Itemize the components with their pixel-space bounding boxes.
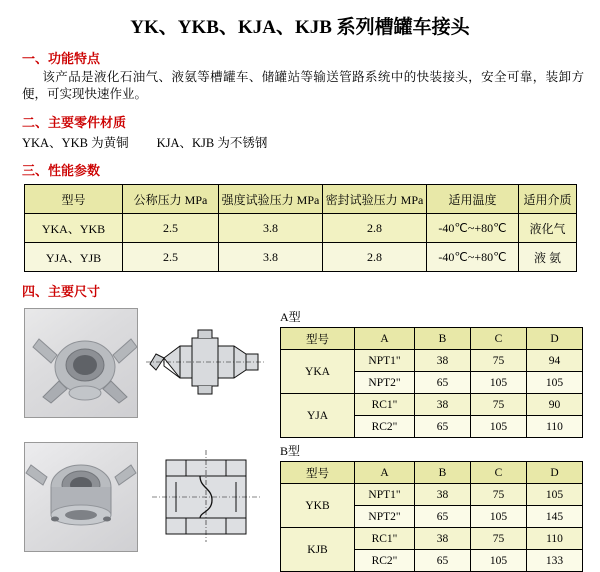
dim-b-r1-c2: 65: [415, 506, 471, 528]
perf-col-1: 公称压力 MPa: [123, 185, 219, 214]
dim-a-r3-c3: 105: [471, 416, 527, 438]
dim-b-r0-c2: 38: [415, 484, 471, 506]
dim-a-r3-c4: 110: [527, 416, 583, 438]
perf-col-3: 密封试验压力 MPa: [323, 185, 427, 214]
product-photo-a: [24, 308, 138, 418]
dim-a-r2-c3: 75: [471, 394, 527, 416]
dim-a-r3-c1: RC2": [355, 416, 415, 438]
dim-b-r3-c2: 65: [415, 550, 471, 572]
dimension-table-a: [280, 327, 583, 438]
dim-b-r2-c1: RC1": [355, 528, 415, 550]
features-paragraph: [22, 69, 584, 103]
document-page: [0, 12, 600, 567]
performance-table: [24, 184, 577, 272]
product-photo-b: [24, 442, 138, 552]
features-text: 该产品是液化石油气、液氨等槽罐车、储罐站等输送管路系统中的快装接头，安全可靠，装卸方便，可实现快速作业。: [22, 70, 584, 101]
dimension-table-b: [280, 461, 583, 572]
dim-b-col-2: B: [415, 462, 471, 484]
dim-b-col-0: 型号: [281, 462, 355, 484]
dim-a-r3-c2: 65: [415, 416, 471, 438]
dim-b-col-4: D: [527, 462, 583, 484]
perf-r1-c0: YJA、YJB: [25, 243, 123, 272]
perf-r0-c1: 2.5: [123, 214, 219, 243]
perf-r0-c2: 3.8: [219, 214, 323, 243]
perf-col-0: 型号: [25, 185, 123, 214]
dim-b-col-3: C: [471, 462, 527, 484]
perf-r1-c5: 液 氨: [519, 243, 577, 272]
material-right: KJA、KJB 为不锈钢: [156, 136, 268, 150]
perf-col-5: 适用介质: [519, 185, 577, 214]
dim-a-r2-c4: 90: [527, 394, 583, 416]
dim-b-r3-c1: RC2": [355, 550, 415, 572]
dim-b-r0-model: YKB: [281, 484, 355, 528]
dim-a-r1-c4: 105: [527, 372, 583, 394]
dim-a-r0-c1: NPT1": [355, 350, 415, 372]
technical-drawing-b: [142, 442, 270, 550]
perf-col-2: 强度试验压力 MPa: [219, 185, 323, 214]
perf-r1-c2: 3.8: [219, 243, 323, 272]
dim-a-r2-c1: RC1": [355, 394, 415, 416]
table-row: [281, 484, 583, 506]
section-heading-material: 二、主要零件材质: [22, 115, 127, 130]
dimension-table-block-a: [280, 308, 600, 438]
table-header-row: [281, 328, 583, 350]
dim-b-r0-c1: NPT1": [355, 484, 415, 506]
dim-b-r0-c3: 75: [471, 484, 527, 506]
perf-r0-c0: YKA、YKB: [25, 214, 123, 243]
dimensions-section: [0, 308, 600, 572]
perf-r1-c1: 2.5: [123, 243, 219, 272]
dim-a-r0-c3: 75: [471, 350, 527, 372]
dim-b-r2-model: KJB: [281, 528, 355, 572]
dim-a-r2-c2: 38: [415, 394, 471, 416]
dim-a-col-4: D: [527, 328, 583, 350]
dim-b-col-1: A: [355, 462, 415, 484]
dim-b-r0-c4: 105: [527, 484, 583, 506]
perf-r0-c3: 2.8: [323, 214, 427, 243]
dim-a-r1-c2: 65: [415, 372, 471, 394]
material-left: YKA、YKB 为黄铜: [22, 136, 129, 150]
perf-r0-c4: -40℃~+80℃: [427, 214, 519, 243]
table-row: [281, 350, 583, 372]
table-row: [281, 528, 583, 550]
dimension-row-a: [24, 308, 600, 438]
table-row: [25, 243, 577, 272]
dim-a-r1-c3: 105: [471, 372, 527, 394]
dim-a-r2-model: YJA: [281, 394, 355, 438]
dim-b-r1-c4: 145: [527, 506, 583, 528]
dim-b-r3-c4: 133: [527, 550, 583, 572]
dim-a-col-0: 型号: [281, 328, 355, 350]
dim-b-r2-c3: 75: [471, 528, 527, 550]
type-label-b: B型: [280, 444, 301, 458]
table-row: [281, 394, 583, 416]
table-header-row: [25, 185, 577, 214]
material-line: [22, 133, 600, 151]
dim-b-r2-c4: 110: [527, 528, 583, 550]
dim-b-r1-c1: NPT2": [355, 506, 415, 528]
perf-r1-c3: 2.8: [323, 243, 427, 272]
perf-r0-c5: 液化气: [519, 214, 577, 243]
perf-col-4: 适用温度: [427, 185, 519, 214]
dim-b-r1-c3: 105: [471, 506, 527, 528]
dim-a-col-3: C: [471, 328, 527, 350]
dim-a-r0-model: YKA: [281, 350, 355, 394]
dim-a-r0-c4: 94: [527, 350, 583, 372]
dim-b-r3-c3: 105: [471, 550, 527, 572]
table-row: [25, 214, 577, 243]
dimension-row-b: [24, 442, 600, 572]
section-heading-dimensions: 四、主要尺寸: [22, 284, 101, 299]
technical-drawing-a: [142, 308, 270, 416]
section-heading-features: 一、功能特点: [22, 51, 101, 66]
section-heading-performance: 三、性能参数: [22, 163, 101, 178]
table-header-row: [281, 462, 583, 484]
dim-a-r0-c2: 38: [415, 350, 471, 372]
type-label-a: A型: [280, 310, 301, 324]
dim-b-r2-c2: 38: [415, 528, 471, 550]
page-title: YK、YKB、KJA、KJB 系列槽罐车接头: [130, 17, 470, 38]
perf-r1-c4: -40℃~+80℃: [427, 243, 519, 272]
dim-a-col-1: A: [355, 328, 415, 350]
dim-a-col-2: B: [415, 328, 471, 350]
dimension-table-block-b: [280, 442, 600, 572]
dim-a-r1-c1: NPT2": [355, 372, 415, 394]
